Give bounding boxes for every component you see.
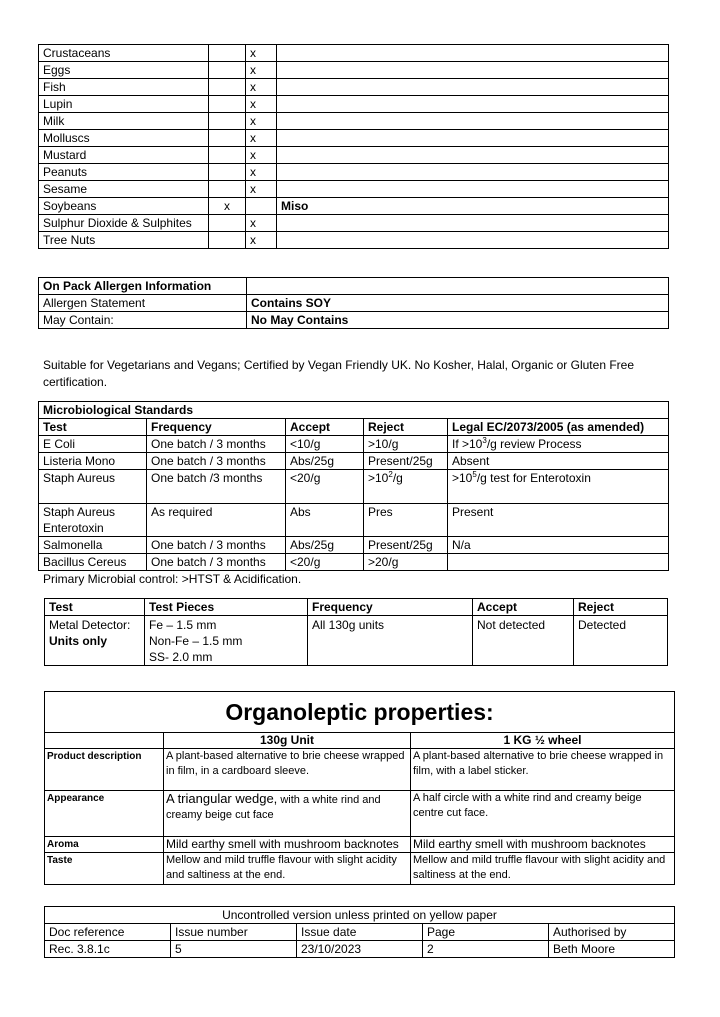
table-row [39, 62, 669, 79]
allergen-source [277, 130, 669, 147]
micro-title: Microbiological Standards [39, 402, 669, 419]
on-pack-header: On Pack Allergen Information [39, 278, 247, 295]
table-row [39, 96, 669, 113]
may-contain-value: No May Contains [247, 312, 669, 329]
allergen-absent: x [246, 45, 277, 62]
micro-legal: Present [448, 504, 669, 537]
allergen-source [277, 147, 669, 164]
allergen-absent: x [246, 147, 277, 164]
micro-frequency: One batch /3 months [147, 470, 286, 504]
table-row [39, 215, 669, 232]
allergen-name: Peanuts [39, 164, 209, 181]
allergen-present [209, 45, 246, 62]
micro-legal: $>10^5/g$ test for Enterotoxin [448, 470, 669, 504]
allergen-name: Eggs [39, 62, 209, 79]
micro-header: Frequency [147, 419, 286, 436]
may-contain-label: May Contain: [39, 312, 247, 329]
allergen-name: Milk [39, 113, 209, 130]
table-row [39, 554, 669, 571]
allergen-name: Tree Nuts [39, 232, 209, 249]
micro-header: Legal EC/2073/2005 (as amended) [448, 419, 669, 436]
microbial-control-note: Primary Microbial control: >HTST & Acidification. [43, 572, 302, 586]
allergen-table [38, 44, 669, 249]
detector-header: Reject [574, 599, 668, 616]
micro-frequency: One batch / 3 months [147, 554, 286, 571]
micro-legal: Absent [448, 453, 669, 470]
allergen-source: Miso [277, 198, 669, 215]
allergen-present [209, 96, 246, 113]
allergen-source [277, 113, 669, 130]
table-row [39, 79, 669, 96]
allergen-name: Fish [39, 79, 209, 96]
row-label: Aroma [45, 837, 164, 853]
micro-frequency: As required [147, 504, 286, 537]
micro-reject: >20/g [364, 554, 448, 571]
issue-number: 5 [171, 941, 297, 958]
allergen-name: Sesame [39, 181, 209, 198]
cell-130g: Mild earthy smell with mushroom backnotes [164, 837, 411, 853]
micro-test: E Coli [39, 436, 147, 453]
table-row [39, 470, 669, 504]
micro-accept: <20/g [286, 554, 364, 571]
micro-reject: Present/25g [364, 453, 448, 470]
allergen-absent: x [246, 113, 277, 130]
cell-1kg: Mellow and mild truffle flavour with slight acidity and saltiness at the end. [411, 853, 675, 885]
micro-test: Bacillus Cereus [39, 554, 147, 571]
micro-legal: $If >10^3/g$ review Process [448, 436, 669, 453]
detector-header: Frequency [308, 599, 473, 616]
authorised-by: Beth Moore [549, 941, 675, 958]
allergen-present [209, 164, 246, 181]
micro-frequency: One batch / 3 months [147, 436, 286, 453]
uncontrolled-notice: Uncontrolled version unless printed on yellow paper [45, 907, 675, 924]
table-row [39, 436, 669, 453]
page-number: 2 [423, 941, 549, 958]
cell-1kg: Mild earthy smell with mushroom backnotes [411, 837, 675, 853]
detector-frequency: All 130g units [308, 616, 473, 666]
metal-detector-table [44, 598, 668, 666]
table-row [39, 453, 669, 470]
micro-reject: $>10^2/g$ [364, 470, 448, 504]
detector-header: Accept [473, 599, 574, 616]
micro-frequency: One batch / 3 months [147, 537, 286, 554]
table-row [39, 113, 669, 130]
footer-header: Page [423, 924, 549, 941]
micro-test: Staph Aureus Enterotoxin [39, 504, 147, 537]
detector-header: Test [45, 599, 145, 616]
allergen-absent: x [246, 181, 277, 198]
allergen-present [209, 215, 246, 232]
allergen-name: Mustard [39, 147, 209, 164]
row-label: Product description [45, 749, 164, 791]
allergen-absent: x [246, 215, 277, 232]
detector-header: Test Pieces [145, 599, 308, 616]
table-row [45, 853, 675, 885]
organoleptic-table [44, 691, 675, 885]
allergen-present [209, 181, 246, 198]
allergen-name: Crustaceans [39, 45, 209, 62]
table-row [39, 232, 669, 249]
detector-pieces: Fe – 1.5 mm Non-Fe – 1.5 mm SS- 2.0 mm [145, 616, 308, 666]
allergen-present [209, 79, 246, 96]
issue-date: 23/10/2023 [297, 941, 423, 958]
allergen-absent: x [246, 130, 277, 147]
allergen-name: Lupin [39, 96, 209, 113]
allergen-present [209, 147, 246, 164]
micro-header: Accept [286, 419, 364, 436]
micro-test: Salmonella [39, 537, 147, 554]
suitability-text: Suitable for Vegetarians and Vegans; Certified by Vegan Friendly UK. No Kosher, Halal, Organic or Gluten Free certification. [43, 358, 634, 389]
document-footer-table [44, 906, 675, 958]
micro-legal: N/a [448, 537, 669, 554]
col-1kg: 1 KG ½ wheel [411, 733, 675, 749]
table-row [39, 181, 669, 198]
allergen-present [209, 62, 246, 79]
micro-header: Reject [364, 419, 448, 436]
doc-reference: Rec. 3.8.1c [45, 941, 171, 958]
footer-header: Authorised by [549, 924, 675, 941]
table-row [45, 791, 675, 837]
allergen-name: Molluscs [39, 130, 209, 147]
allergen-source [277, 215, 669, 232]
cell-130g: Mellow and mild truffle flavour with slight acidity and saltiness at the end. [164, 853, 411, 885]
cell-130g: A plant-based alternative to brie cheese wrapped in film, in a cardboard sleeve. [164, 749, 411, 791]
cell-1kg: A half circle with a white rind and creamy beige centre cut face. [411, 791, 675, 837]
table-row [39, 45, 669, 62]
allergen-statement-label: Allergen Statement [39, 295, 247, 312]
allergen-source [277, 62, 669, 79]
table-row [39, 164, 669, 181]
col-130g: 130g Unit [164, 733, 411, 749]
allergen-present: x [209, 198, 246, 215]
table-row [39, 198, 669, 215]
allergen-name: Sulphur Dioxide & Sulphites [39, 215, 209, 232]
cell-1kg: A plant-based alternative to brie cheese wrapped in film, with a label sticker. [411, 749, 675, 791]
footer-header: Issue number [171, 924, 297, 941]
allergen-present [209, 232, 246, 249]
footer-header: Doc reference [45, 924, 171, 941]
allergen-absent: x [246, 96, 277, 113]
detector-reject: Detected [574, 616, 668, 666]
row-label: Taste [45, 853, 164, 885]
footer-header: Issue date [297, 924, 423, 941]
micro-frequency: One batch / 3 months [147, 453, 286, 470]
allergen-source [277, 232, 669, 249]
allergen-name: Soybeans [39, 198, 209, 215]
table-row [39, 504, 669, 537]
micro-accept: <20/g [286, 470, 364, 504]
allergen-absent: x [246, 232, 277, 249]
table-row [39, 147, 669, 164]
table-row [39, 130, 669, 147]
detector-test: Metal Detector: Units only [45, 616, 145, 666]
allergen-source [277, 181, 669, 198]
row-label: Appearance [45, 791, 164, 837]
allergen-absent [246, 198, 277, 215]
allergen-present [209, 113, 246, 130]
micro-reject: >10/g [364, 436, 448, 453]
allergen-absent: x [246, 79, 277, 96]
micro-header: Test [39, 419, 147, 436]
organoleptic-title: Organoleptic properties: [45, 692, 675, 733]
microbiological-standards-table [38, 401, 669, 571]
allergen-present [209, 130, 246, 147]
allergen-source [277, 96, 669, 113]
allergen-source [277, 79, 669, 96]
allergen-source [277, 45, 669, 62]
micro-accept: <10/g [286, 436, 364, 453]
micro-accept: Abs [286, 504, 364, 537]
detector-accept: Not detected [473, 616, 574, 666]
micro-accept: Abs/25g [286, 537, 364, 554]
on-pack-allergen-table [38, 277, 669, 329]
micro-test: Listeria Mono [39, 453, 147, 470]
allergen-absent: x [246, 62, 277, 79]
micro-legal [448, 554, 669, 571]
allergen-absent: x [246, 164, 277, 181]
allergen-source [277, 164, 669, 181]
table-row [39, 537, 669, 554]
micro-reject: Present/25g [364, 537, 448, 554]
micro-test: Staph Aureus [39, 470, 147, 504]
micro-reject: Pres [364, 504, 448, 537]
table-row [45, 837, 675, 853]
allergen-statement-value: Contains SOY [247, 295, 669, 312]
table-row [45, 749, 675, 791]
cell-130g: A triangular wedge, with a white rind and creamy beige cut face [164, 791, 411, 837]
micro-accept: Abs/25g [286, 453, 364, 470]
